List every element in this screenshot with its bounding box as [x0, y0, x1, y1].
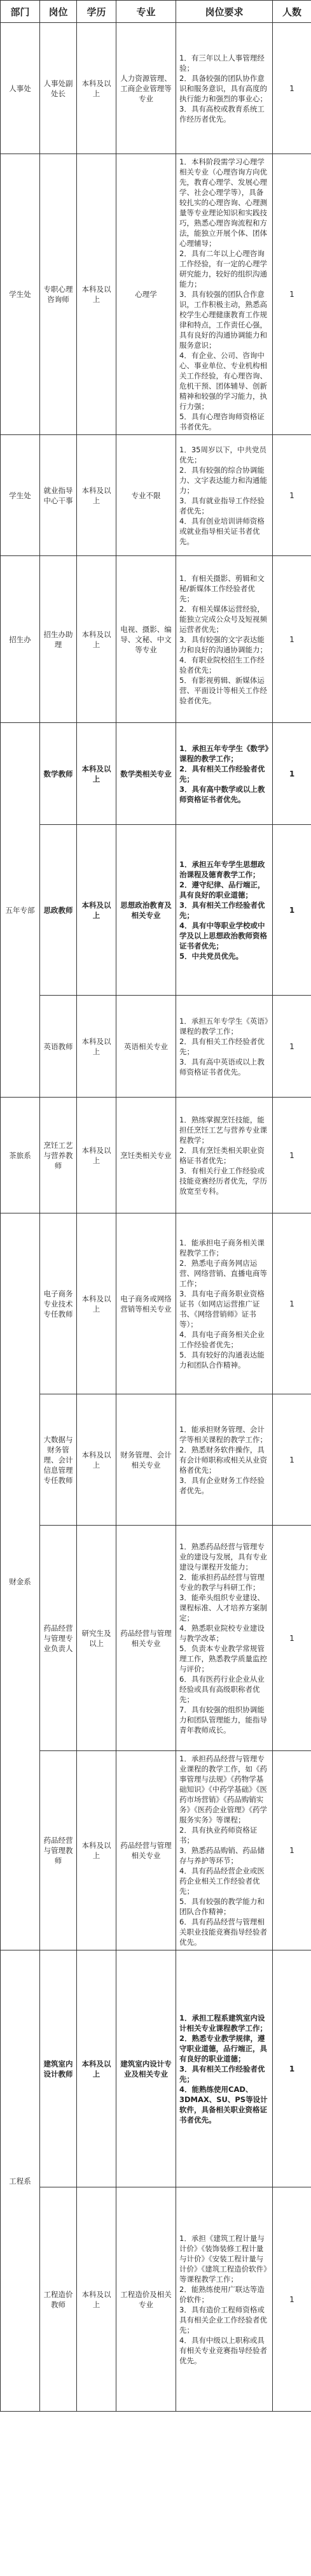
cell-major: 电子商务或网络营销等相关专业 — [116, 1213, 176, 1394]
cell-major: 电视、摄影、编导、文秘、中文等专业 — [116, 556, 176, 723]
cell-req — [176, 1213, 273, 1394]
cell-edu: 本科及以上 — [77, 996, 116, 1098]
req-line: 4．具有中等职业学校或中学及以上思想政治教师资格证书者优先； — [179, 920, 267, 950]
req-line: 3．具有就业指导工作经验者优先； — [179, 496, 265, 515]
req-line: 2．能承担药品经营与管理专业的教学与科研工作； — [179, 1572, 265, 1592]
cell-major: 财务管理、会计相关专业 — [116, 1394, 176, 1526]
req-line: 5．具有心理咨询师资格证书者优先。 — [179, 412, 265, 431]
req-line: 5．负责本专业教学常规管理工作，熟悉教学质量监控与评价； — [179, 1643, 267, 1673]
cell-edu: 本科及以上 — [77, 2187, 116, 2412]
req-line: 3．具有高中数学或以上教师资格证书者优先。 — [179, 784, 265, 804]
table-row — [1, 1098, 311, 1213]
cell-major: 专业不限 — [116, 435, 176, 556]
req-line: 4．具有电子商务相关企业工作经验者优先； — [179, 1329, 265, 1349]
cell-dept: 五年专部 — [1, 723, 40, 1098]
req-line: 2．具有二年以上心理咨询工作经验，有一定的心理学研究能力，较好的组织沟通能力； — [179, 249, 267, 289]
req-line: 4．熟悉职业院校专业建设与教学改革； — [179, 1623, 265, 1643]
cell-post: 药品经营与管理专业负责人 — [40, 1526, 77, 1751]
req-line: 4．具有创业培训讲师资格或就业指导相关证书者优先。 — [179, 516, 265, 546]
cell-req — [176, 723, 273, 825]
cell-post: 招生办助理 — [40, 556, 77, 723]
cell-edu: 本科及以上 — [77, 23, 116, 154]
cell-num: 1 — [273, 1950, 311, 2187]
table-row — [1, 23, 311, 154]
table-row — [1, 996, 311, 1098]
cell-num: 1 — [273, 154, 311, 435]
cell-dept: 学生处 — [1, 435, 40, 556]
req-line: 3．具有相关工作经验者优先； — [179, 2064, 265, 2084]
req-line: 3．有相关行业工作经验或技能竞赛经历者优先，学历放宽至专科。 — [179, 1166, 267, 1196]
req-line: 4．有职业院校招生工作经验者优先； — [179, 655, 265, 675]
cell-edu: 本科及以上 — [77, 825, 116, 996]
cell-post: 英语教师 — [40, 996, 77, 1098]
cell-req — [176, 1098, 273, 1213]
req-line: 3．具有企业财务工作经验者优先。 — [179, 1475, 265, 1495]
header-num: 人数 — [273, 1, 311, 23]
req-line: 5．具有较强的教学能力和团队合作精神； — [179, 1897, 265, 1916]
table-row — [1, 1394, 311, 1526]
cell-num: 1 — [273, 723, 311, 825]
req-line: 1．能承担电子商务相关课程教学工作； — [179, 1238, 265, 1257]
cell-dept: 财金系 — [1, 1213, 40, 1950]
req-line: 1．有三年以上人事管理经验； — [179, 53, 265, 73]
cell-dept: 工程系 — [1, 1950, 40, 2412]
req-line: 1．熟悉药品经营与管理专业的建设与发展，具有专业建设与课程开发能力； — [179, 1542, 267, 1571]
cell-major: 数学类相关专业 — [116, 723, 176, 825]
req-line: 5．具有较好的沟通表达能力和团队合作精神。 — [179, 1350, 265, 1370]
cell-major: 英语相关专业 — [116, 996, 176, 1098]
cell-major: 工程造价及相关专业 — [116, 2187, 176, 2412]
cell-num: 1 — [273, 996, 311, 1098]
cell-post: 工程造价教师 — [40, 2187, 77, 2412]
table-row — [1, 1526, 311, 1751]
table-row — [1, 825, 311, 996]
req-line: 3．具有相关工作经验者优先； — [179, 900, 265, 920]
cell-num: 1 — [273, 23, 311, 154]
cell-num: 1 — [273, 556, 311, 723]
req-line: 4．能熟练使用CAD、3DMAX、SU、PS等设计软件，具备相关职业资格证书者优先。 — [179, 2084, 268, 2124]
req-line: 2．具备较强的团队协作意识和服务意识，具有高度的执行能力和强烈的事业心； — [179, 73, 267, 103]
req-line: 3．熟悉药品购销、药品储存与养护等环节； — [179, 1846, 265, 1865]
req-line: 6．具有医药行业企业从业经验或具有高级职称者优先； — [179, 1674, 265, 1704]
req-line: 1．承担药品经营与管理专业课程的教学工作，如《药事管理与法规》《药物学基础知识》《中药学基础》《医药市场营销》《药品购销实务》《医药企业管理》《药学服务实务》等课程； — [179, 1754, 267, 1824]
cell-num: 1 — [273, 825, 311, 996]
req-line: 1．有相关摄影、剪辑和文秘/新媒体工作经验者优先； — [179, 573, 265, 603]
cell-req — [176, 996, 273, 1098]
req-line: 2．具有相关工作经验者优先； — [179, 1036, 265, 1056]
cell-req — [176, 2187, 273, 2412]
cell-num: 1 — [273, 1751, 311, 1950]
cell-dept: 茶旅系 — [1, 1098, 40, 1213]
req-line: 1．承担五年专学生思想政治课程及德育教学工作； — [179, 859, 265, 879]
table-row — [1, 556, 311, 723]
header-req: 岗位要求 — [176, 1, 273, 23]
req-line: 3．具有高中英语或以上教师资格证书者优先。 — [179, 1057, 265, 1077]
req-line: 2．熟悉电子商务网店运营、网络营销、直播电商等工作； — [179, 1258, 267, 1288]
cell-req — [176, 23, 273, 154]
cell-post: 大数据与财务管理、会计信息管理专任教师 — [40, 1394, 77, 1526]
req-line: 3．具有电子商务职业资格证书（如网店运营推广证书、《网络营销师》证书等）； — [179, 1289, 265, 1329]
cell-num: 1 — [273, 435, 311, 556]
cell-dept: 学生处 — [1, 154, 40, 435]
table-row — [1, 1213, 311, 1394]
req-line: 5．中共党员优先。 — [179, 951, 244, 961]
cell-req — [176, 556, 273, 723]
cell-edu: 本科及以上 — [77, 1394, 116, 1526]
cell-req — [176, 1751, 273, 1950]
req-line: 2．具有执业药师资格证书； — [179, 1826, 258, 1845]
cell-edu: 本科及以上 — [77, 435, 116, 556]
table-row — [1, 435, 311, 556]
req-line: 2．能熟练使用广联达等造价软件； — [179, 2284, 265, 2304]
cell-post: 电子商务专业技术专任教师 — [40, 1213, 77, 1394]
table-row — [1, 2187, 311, 2412]
req-line: 3．具有较强的团队合作意识，工作积极主动，熟悉高校学生心理健康教育工作规律和特点，工作责任心强，具有良好的沟通协调能力和服务意识； — [179, 290, 267, 350]
req-line: 1．35周岁以下，中共党员优先； — [179, 445, 266, 464]
req-line: 2．熟悉财务软件操作，具有会计师职称或相关从业资格者优先； — [179, 1445, 267, 1475]
header-row — [1, 1, 311, 23]
cell-edu: 本科及以上 — [77, 723, 116, 825]
table-row — [1, 1950, 311, 2187]
req-line: 2．具有相关工作经验者优先； — [179, 764, 265, 784]
header-edu: 学历 — [77, 1, 116, 23]
cell-num: 1 — [273, 1213, 311, 1394]
cell-post: 数学教师 — [40, 723, 77, 825]
req-line: 2．有相关媒体运营经验，能独立完成公众号及短视频运营者优先； — [179, 604, 267, 634]
cell-major: 思想政治教育及相关专业 — [116, 825, 176, 996]
cell-post: 建筑室内设计教师 — [40, 1950, 77, 2187]
req-line: 3．能牵头组织专业建设、课程标准、人才培养方案制定； — [179, 1592, 267, 1622]
cell-post: 烹饪工艺与营养教师 — [40, 1098, 77, 1213]
cell-req — [176, 825, 273, 996]
req-line: 1．承担《建筑工程计量与计价》《装饰装修工程计量与计价》《安装工程计量与计价》《建筑工程造价软件》等课程教学工作； — [179, 2233, 267, 2284]
req-line: 7．具有较强的组织协调能力和团队管理能力，能指导青年教师成长。 — [179, 1705, 267, 1735]
cell-major: 心理学 — [116, 154, 176, 435]
cell-post: 专职心理咨询师 — [40, 154, 77, 435]
table-body — [1, 23, 311, 2412]
cell-edu: 本科及以上 — [77, 1950, 116, 2187]
req-line: 3．具有造价工程师资格或具有相关企业工作经验者优先； — [179, 2305, 267, 2335]
req-line: 1．本科阶段需学习心理学相关专业（心理咨询方向优先，教育心理学、发展心理学、社会心理学等），具备较扎实的心理咨询、心理测量等专业理论知识和实践技巧，熟悉心理咨询流程和方法，能独立开展个体、团体心理辅导； — [179, 157, 267, 248]
header-major: 专业 — [116, 1, 176, 23]
req-line: 2．遵守纪律、品行端正，具有良好的职业道德； — [179, 880, 265, 899]
req-line: 4．具有中级以上职称或具有相关专业竞赛指导经验者优先。 — [179, 2335, 267, 2365]
header-dept: 部门 — [1, 1, 40, 23]
cell-edu: 本科及以上 — [77, 1098, 116, 1213]
cell-req — [176, 154, 273, 435]
table-row — [1, 154, 311, 435]
table-row — [1, 723, 311, 825]
req-line: 6．具有药品经营与管理相关职业技能竞赛指导经验者优先。 — [179, 1917, 267, 1947]
cell-post: 药品经营与管理教师 — [40, 1751, 77, 1950]
cell-req — [176, 1526, 273, 1751]
req-line: 2．具有较强的综合协调能力、文字表达能力和沟通能力； — [179, 465, 267, 495]
cell-req — [176, 1950, 273, 2187]
cell-req — [176, 1394, 273, 1526]
req-line: 2．熟悉专业教学规律，遵守职业道德，品行端正，具有良好的职业道德； — [179, 2033, 267, 2063]
cell-post: 思政教师 — [40, 825, 77, 996]
table-row — [1, 1751, 311, 1950]
cell-edu: 本科及以上 — [77, 556, 116, 723]
req-line: 5．有影视剪辑、新媒体运营、平面设计等相关工作经验者优先。 — [179, 675, 267, 705]
cell-num: 1 — [273, 1394, 311, 1526]
header-post: 岗位 — [40, 1, 77, 23]
cell-major: 药品经营与管理相关专业 — [116, 1751, 176, 1950]
cell-dept: 人事处 — [1, 23, 40, 154]
cell-num: 1 — [273, 1526, 311, 1751]
req-line: 1．熟练掌握烹饪技能，能担任烹饪工艺与营养专业课程教学； — [179, 1115, 267, 1145]
req-line: 4．有企业、公司、咨询中心、事业单位、专业机构相关工作经验，有心理咨询、危机干预、团体辅导、创新精神和较强的学习能力，执行力强； — [179, 351, 267, 411]
cell-edu: 本科及以上 — [77, 1213, 116, 1394]
cell-post: 就业指导中心干事 — [40, 435, 77, 556]
req-line: 3．具有高校或教育系统工作经历者优先。 — [179, 104, 265, 124]
cell-major: 烹饪类相关专业 — [116, 1098, 176, 1213]
cell-major: 药品经营与管理相关专业 — [116, 1526, 176, 1751]
req-line: 1．能承担财务管理、会计学等相关课程的教学工作； — [179, 1424, 267, 1444]
cell-req — [176, 435, 273, 556]
cell-num: 1 — [273, 2187, 311, 2412]
cell-edu: 研究生及以上 — [77, 1526, 116, 1751]
req-line: 4．具有药品经营企业或医药企业相关工作经验者优先； — [179, 1866, 265, 1896]
cell-major: 人力资源管理、工商企业管理等专业 — [116, 23, 176, 154]
req-line: 2．具有烹饪类相关职业资格证书者优先； — [179, 1145, 265, 1165]
cell-edu: 本科及以上 — [77, 1751, 116, 1950]
cell-dept: 招生办 — [1, 556, 40, 723]
cell-num: 1 — [273, 1098, 311, 1213]
cell-major: 建筑室内设计专业及相关专业 — [116, 1950, 176, 2187]
req-line: 1．承担五年专学生《英语》课程的教学工作； — [179, 1016, 268, 1036]
req-line: 1．承担五年专学生《数学》课程的教学工作； — [179, 743, 269, 763]
cell-edu: 本科及以上 — [77, 154, 116, 435]
cell-post: 人事处副处长 — [40, 23, 77, 154]
req-line: 3．具有较强的文字表达能力和良好的沟通协调能力； — [179, 634, 267, 654]
req-line: 1．承担工程系建筑室内设计相关专业课程教学工作； — [179, 2013, 267, 2033]
